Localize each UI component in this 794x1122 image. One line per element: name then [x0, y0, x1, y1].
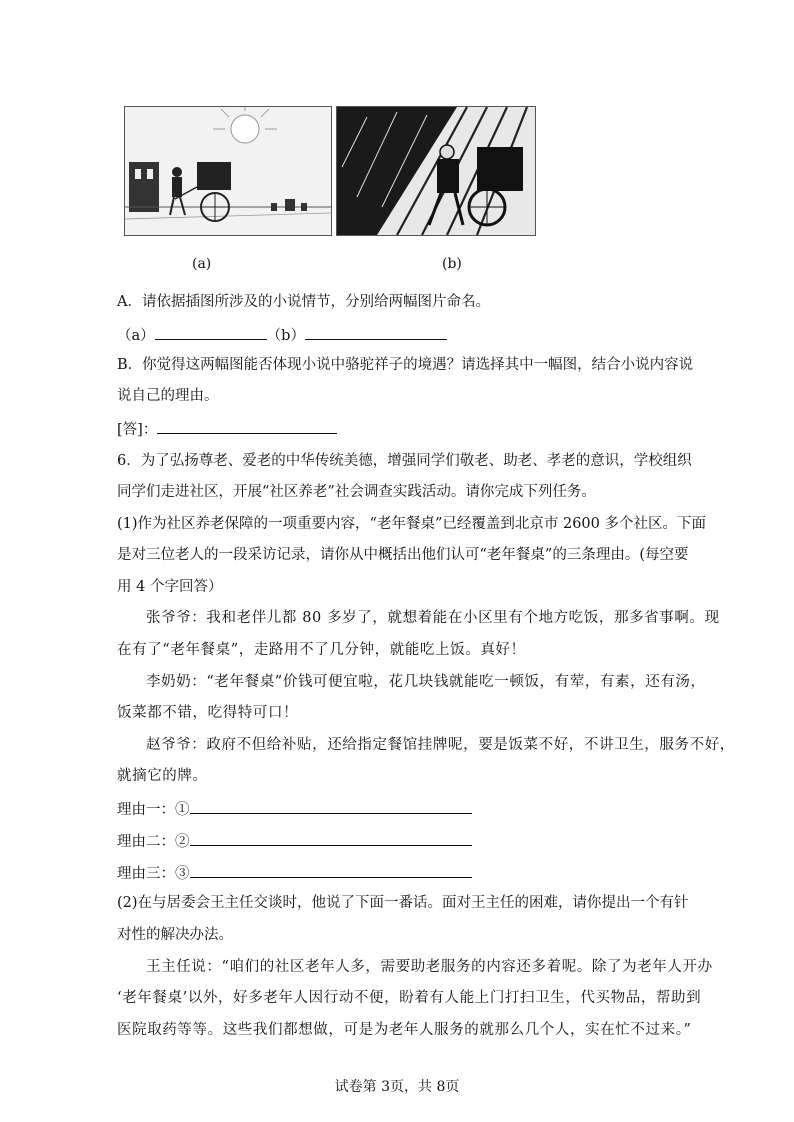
reason-label-3: 理由三：③ [117, 866, 190, 882]
illustration-b [336, 106, 536, 236]
illustration-b-drawing [337, 107, 535, 235]
caption-a: (a) [192, 256, 212, 272]
reason-blank-3[interactable] [190, 862, 472, 878]
reason-label-2: 理由二：② [117, 834, 190, 850]
q5-a-answer-row [117, 324, 447, 346]
interview-zhao-1: 赵爷爷：政府不但给补贴，还给指定餐馆挂牌呢，要是饭菜不好，不讲卫生，服务不好， [146, 737, 735, 753]
interview-zhao-2: 就摘它的牌。 [117, 768, 208, 784]
interview-li-1: 李奶奶：“老年餐桌”价钱可便宜啦，花几块钱就能吃一顿饭，有荤，有素，还有汤， [146, 674, 706, 690]
q6-task2-1: (2)在与居委会王主任交谈时，他说了下面一番话。面对王主任的困难，请你提出一个有针 [117, 895, 689, 911]
reason-blank-1[interactable] [190, 798, 472, 814]
q5-answer-row [117, 418, 337, 440]
reason-row-3 [117, 862, 472, 884]
label-b: （b） [266, 328, 305, 344]
q6-task1-2: 是对三位老人的一段采访记录，请你从中概括出他们认可“老年餐桌”的三条理由。(每空要 [117, 547, 689, 563]
illustration-a-drawing [125, 107, 331, 235]
q6-task2-2: 对性的解决办法。 [117, 927, 233, 943]
director-wang-2: ‘老年餐桌’以外，好多老年人因行动不便，盼着有人能上门打扫卫生，代买物品，帮助到 [117, 990, 702, 1006]
q6-intro-1: 6．为了弘扬尊老、爱老的中华传统美德，增强同学们敬老、助老、孝老的意识，学校组织 [117, 453, 692, 469]
q6-task1-1: (1)作为社区养老保障的一项重要内容，“老年餐桌”已经覆盖到北京市 2600 多个社区。下面 [117, 516, 706, 532]
interview-zhang-1: 张爷爷：我和老伴儿都 80 多岁了，就想着能在小区里有个地方吃饭，那多省事啊。现 [146, 610, 720, 626]
answer-blank-b[interactable] [305, 324, 447, 340]
page-footer: 试卷第 3页，共 8页 [334, 1079, 460, 1095]
interview-li-2: 饭菜都不错，吃得特可口！ [117, 705, 299, 721]
reason-blank-2[interactable] [190, 830, 472, 846]
reason-label-1: 理由一：① [117, 802, 190, 818]
answer-blank-reason[interactable] [157, 418, 337, 434]
answer-blank-a[interactable] [155, 324, 267, 340]
interview-zhang-2: 在有了“老年餐桌”，走路用不了几分钟，就能吃上饭。真好！ [117, 642, 526, 658]
label-a: （a） [117, 328, 155, 344]
q6-task1-3: 用 4 个字回答） [117, 579, 223, 595]
q5-b-prompt-2: 说自己的理由。 [117, 388, 219, 404]
illustration-a [124, 106, 332, 236]
q6-intro-2: 同学们走进社区，开展“社区养老”社会调查实践活动。请你完成下列任务。 [117, 484, 596, 500]
reason-row-2 [117, 830, 472, 852]
reason-row-1 [117, 798, 472, 820]
director-wang-1: 王主任说：“咱们的社区老年人多，需要助老服务的内容还多着呢。除了为老年人开办 [146, 959, 713, 975]
director-wang-3: 医院取药等等。这些我们都想做，可是为老年人服务的就那么几个人，实在忙不过来。” [117, 1022, 692, 1038]
answer-label: [答]： [117, 422, 158, 438]
q5-a-prompt: A．请依据插图所涉及的小说情节，分别给两幅图片命名。 [117, 294, 490, 310]
q5-b-prompt-1: B．你觉得这两幅图能否体现小说中骆驼祥子的境遇？请选择其中一幅图，结合小说内容说 [117, 357, 694, 373]
caption-b: (b) [442, 256, 462, 272]
